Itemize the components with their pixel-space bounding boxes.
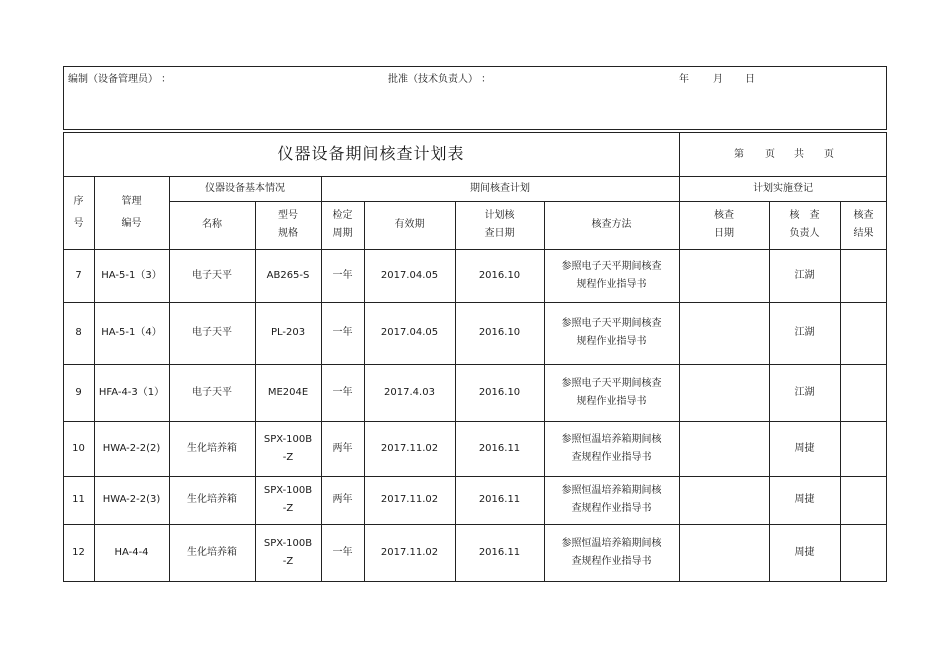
header-check-date-2: 日期 bbox=[714, 228, 734, 239]
cell-valid: 2017.04.05 bbox=[380, 269, 439, 281]
cell-model-2: -Z bbox=[282, 451, 294, 463]
header-cycle bbox=[321, 201, 364, 249]
cell-method-1: 参照电子天平期间核查 bbox=[561, 377, 662, 389]
cell-model-1: AB265-S bbox=[266, 269, 310, 281]
compiler-label: 编制（设备管理员） ： bbox=[68, 74, 172, 85]
cell-code: HWA-2-2(2) bbox=[102, 442, 161, 454]
cell-valid: 2017.11.02 bbox=[380, 494, 439, 505]
cell-result bbox=[840, 364, 887, 421]
header-cycle-2: 周期 bbox=[332, 228, 353, 239]
cell-cycle: 一年 bbox=[332, 327, 353, 338]
approver-label: 批准（技术负责人） ： bbox=[388, 74, 492, 85]
cell-person: 江湖 bbox=[794, 327, 815, 338]
cell-result bbox=[840, 524, 887, 582]
cell-model bbox=[255, 421, 321, 476]
month-label: 月 bbox=[713, 74, 723, 85]
cell-method-1: 参照恒温培养箱期间核 bbox=[561, 538, 662, 549]
cell-name: 电子天平 bbox=[192, 327, 232, 338]
cell-person: 周捷 bbox=[794, 442, 815, 454]
cell-method-2: 查规程作业指导书 bbox=[571, 451, 652, 463]
cell-model bbox=[255, 364, 321, 421]
table-title: 仪器设备期间核查计划表 bbox=[277, 144, 465, 163]
day-label: 日 bbox=[745, 74, 755, 85]
page-gong: 共 bbox=[794, 149, 804, 160]
cell-check-date bbox=[679, 476, 769, 524]
cell-name: 生化培养箱 bbox=[187, 494, 237, 505]
header-name: 名称 bbox=[202, 219, 222, 230]
cell-plan: 2016.10 bbox=[478, 269, 521, 281]
cell-check-date bbox=[679, 302, 769, 364]
cell-code: HA-5-1（3） bbox=[101, 269, 162, 281]
cell-code: HA-4-4 bbox=[114, 547, 149, 558]
cell-seq: 11 bbox=[72, 494, 85, 505]
cell-seq: 7 bbox=[75, 269, 82, 281]
cell-method bbox=[544, 364, 679, 421]
header-mgmt-1: 管理 bbox=[121, 195, 142, 207]
cell-person: 周捷 bbox=[794, 547, 815, 558]
year-label: 年 bbox=[679, 74, 689, 85]
cell-code: HA-5-1（4） bbox=[101, 327, 162, 338]
cell-plan: 2016.11 bbox=[478, 442, 521, 454]
cell-valid: 2017.4.03 bbox=[384, 386, 435, 398]
cell-seq: 8 bbox=[75, 327, 82, 338]
cell-method-1: 参照恒温培养箱期间核 bbox=[561, 485, 662, 496]
cell-model bbox=[255, 302, 321, 364]
cell-model-1: SPX-100B bbox=[263, 485, 313, 496]
cell-method bbox=[544, 476, 679, 524]
cell-seq: 12 bbox=[72, 547, 85, 558]
header-result bbox=[840, 201, 887, 249]
header-valid: 有效期 bbox=[394, 219, 425, 230]
page-ye1: 页 bbox=[765, 149, 775, 160]
header-check-date-1: 核查 bbox=[714, 210, 734, 221]
header-model-2: 规格 bbox=[278, 228, 298, 239]
cell-cycle: 两年 bbox=[332, 442, 353, 454]
cell-result bbox=[840, 249, 887, 302]
cell-seq: 9 bbox=[75, 386, 82, 398]
cell-plan: 2016.10 bbox=[478, 327, 521, 338]
header-model bbox=[255, 201, 321, 249]
cell-model-2: -Z bbox=[282, 503, 294, 514]
cell-method-1: 参照电子天平期间核查 bbox=[561, 260, 662, 272]
cell-model-1: ME204E bbox=[267, 386, 309, 398]
cell-method-2: 规程作业指导书 bbox=[576, 336, 647, 347]
header-model-1: 型号 bbox=[278, 210, 298, 221]
cell-method-2: 规程作业指导书 bbox=[576, 395, 647, 407]
cell-person: 周捷 bbox=[794, 494, 815, 505]
header-seq bbox=[63, 176, 94, 249]
cell-cycle: 一年 bbox=[332, 547, 353, 558]
cell-method bbox=[544, 249, 679, 302]
cell-method-2: 规程作业指导书 bbox=[576, 278, 647, 290]
cell-model bbox=[255, 249, 321, 302]
cell-method-1: 参照恒温培养箱期间核 bbox=[561, 433, 662, 445]
cell-method-2: 查规程作业指导书 bbox=[571, 503, 652, 514]
cell-name: 电子天平 bbox=[192, 269, 232, 281]
group-plan: 期间核查计划 bbox=[470, 182, 530, 194]
header-result-2: 结果 bbox=[853, 228, 874, 239]
cell-result bbox=[840, 476, 887, 524]
cell-plan: 2016.11 bbox=[478, 547, 521, 558]
group-record: 计划实施登记 bbox=[753, 182, 813, 194]
header-mgmt-code bbox=[94, 176, 169, 249]
cell-name: 电子天平 bbox=[192, 386, 232, 398]
header-person bbox=[769, 201, 840, 249]
cell-plan: 2016.11 bbox=[478, 494, 521, 505]
header-mgmt-2: 编号 bbox=[121, 217, 142, 229]
cell-result bbox=[840, 421, 887, 476]
cell-model bbox=[255, 524, 321, 582]
header-seq-2: 号 bbox=[73, 217, 84, 229]
cell-cycle: 一年 bbox=[332, 269, 353, 281]
cell-cycle: 一年 bbox=[332, 386, 353, 398]
cell-cycle: 两年 bbox=[332, 494, 353, 505]
cell-model-2: -Z bbox=[282, 556, 294, 567]
cell-model-1: SPX-100B bbox=[263, 433, 313, 445]
header-result-1: 核查 bbox=[853, 210, 874, 221]
cell-check-date bbox=[679, 524, 769, 582]
cell-result bbox=[840, 302, 887, 364]
header-seq-1: 序 bbox=[73, 195, 84, 207]
header-method: 核查方法 bbox=[591, 219, 632, 230]
cell-valid: 2017.11.02 bbox=[380, 442, 439, 454]
page-ye2: 页 bbox=[824, 149, 834, 160]
cell-check-date bbox=[679, 364, 769, 421]
cell-valid: 2017.04.05 bbox=[380, 327, 439, 338]
cell-method bbox=[544, 524, 679, 582]
page-di: 第 bbox=[734, 149, 744, 160]
cell-name: 生化培养箱 bbox=[187, 442, 237, 454]
cell-check-date bbox=[679, 249, 769, 302]
cell-plan: 2016.10 bbox=[478, 386, 521, 398]
cell-method bbox=[544, 421, 679, 476]
header-person-1: 核 查 bbox=[789, 210, 820, 221]
header-plan-date-2: 查日期 bbox=[484, 228, 515, 239]
header-cycle-1: 检定 bbox=[332, 210, 353, 221]
cell-check-date bbox=[679, 421, 769, 476]
cell-model-1: PL-203 bbox=[270, 327, 306, 338]
cell-code: HWA-2-2(3) bbox=[102, 494, 161, 505]
group-basic: 仪器设备基本情况 bbox=[205, 182, 285, 194]
cell-method bbox=[544, 302, 679, 364]
cell-valid: 2017.11.02 bbox=[380, 547, 439, 558]
header-plan-date-1: 计划核 bbox=[484, 210, 515, 221]
header-person-2: 负责人 bbox=[789, 228, 820, 239]
cell-name: 生化培养箱 bbox=[187, 547, 237, 558]
header-plan-date bbox=[455, 201, 544, 249]
header-check-date bbox=[679, 201, 769, 249]
cell-person: 江湖 bbox=[794, 386, 815, 398]
cell-method-1: 参照电子天平期间核查 bbox=[561, 318, 662, 329]
cell-code: HFA-4-3（1） bbox=[98, 386, 165, 398]
cell-person: 江湖 bbox=[794, 269, 815, 281]
cell-model-1: SPX-100B bbox=[263, 538, 313, 549]
cell-method-2: 查规程作业指导书 bbox=[571, 556, 652, 567]
cell-model bbox=[255, 476, 321, 524]
cell-seq: 10 bbox=[72, 442, 85, 454]
